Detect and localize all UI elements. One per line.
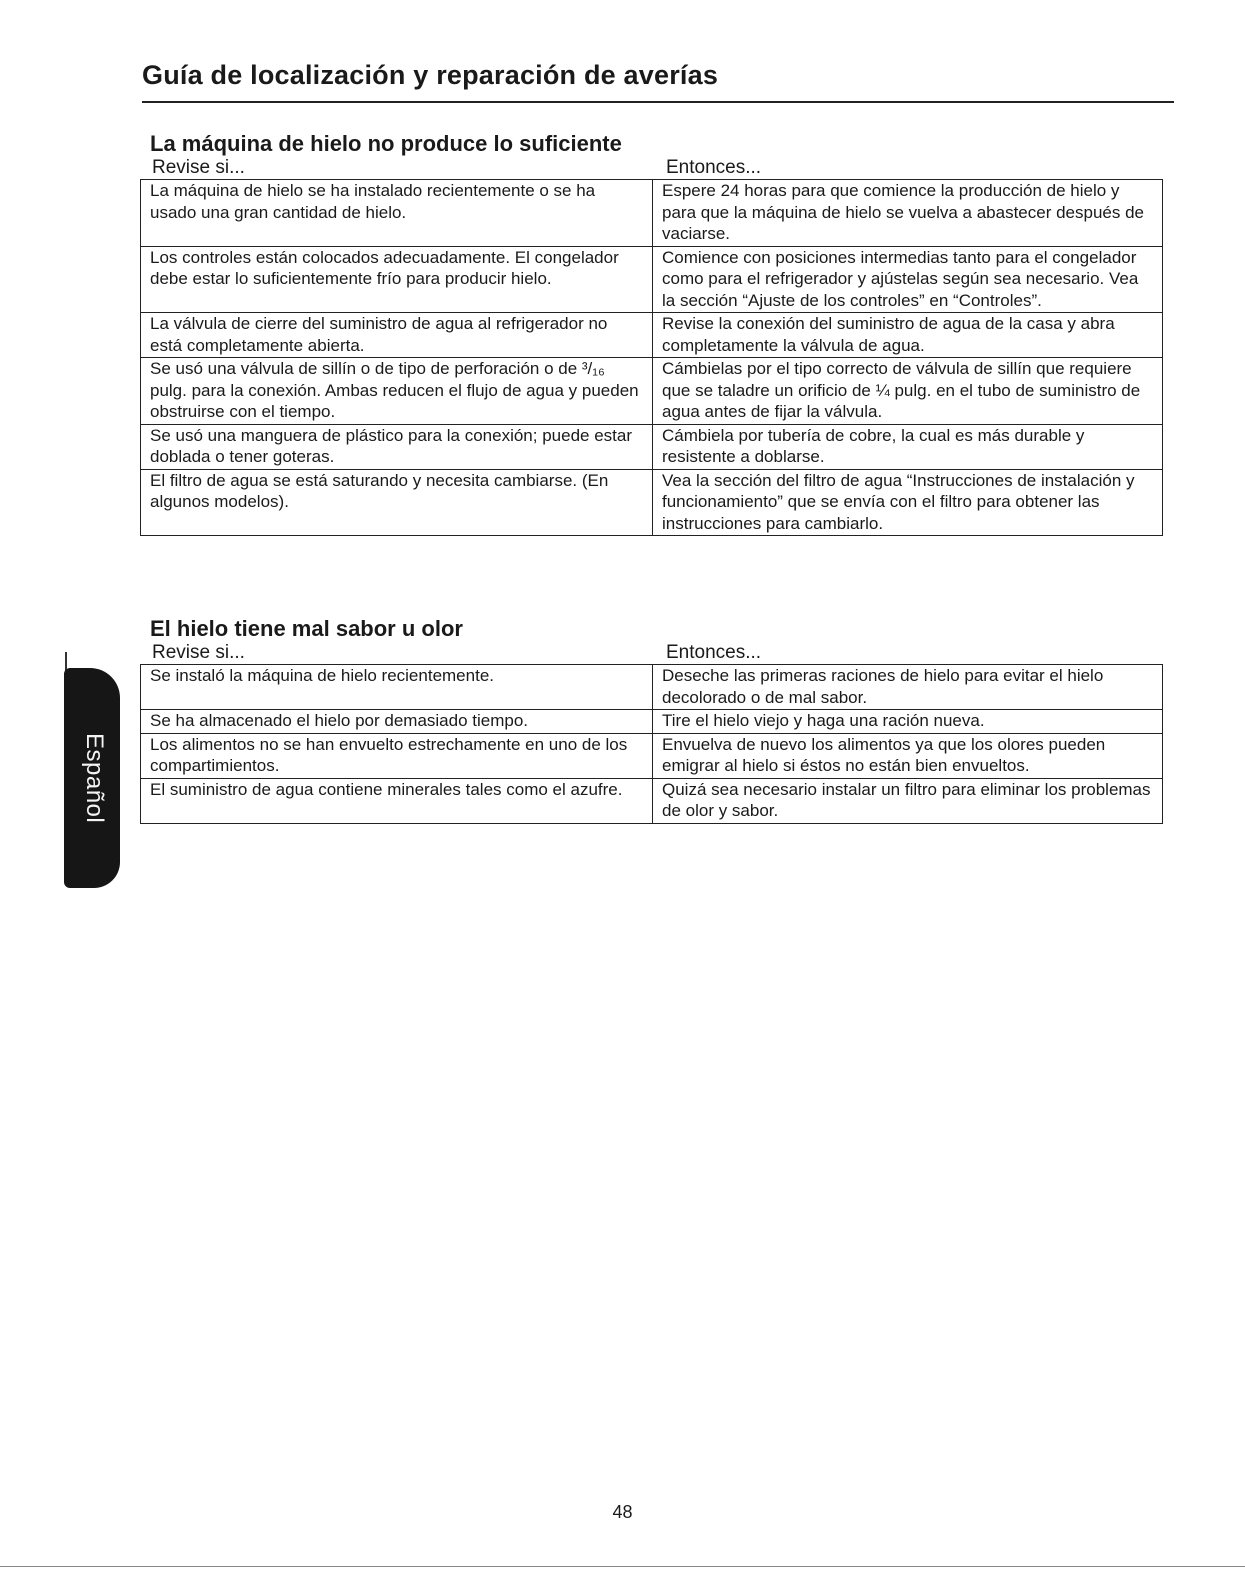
solution-cell: Deseche las primeras raciones de hielo para evitar el hielo decolorado o de mal sabor. <box>653 665 1163 710</box>
troubleshoot-section-ice-taste <box>140 615 1162 824</box>
table-row <box>141 733 1163 778</box>
check-cell: El suministro de agua contiene minerales tales como el azufre. <box>141 778 653 823</box>
table-row <box>141 358 1163 425</box>
solution-cell: Vea la sección del filtro de agua “Instrucciones de instalación y funcionamiento” que se envía con el filtro para obtener las instrucciones para cambiarlo. <box>653 469 1163 536</box>
troubleshoot-table <box>140 179 1163 536</box>
language-side-tab <box>64 668 120 888</box>
section-heading: El hielo tiene mal sabor u olor <box>150 616 463 641</box>
page-number: 48 <box>612 1502 633 1522</box>
solution-cell: Envuelva de nuevo los alimentos ya que los olores pueden emigrar al hielo si éstos no están bien envueltos. <box>653 733 1163 778</box>
column-header-check: Revise si... <box>152 157 245 178</box>
solution-cell: Quizá sea necesario instalar un filtro para eliminar los problemas de olor y sabor. <box>653 778 1163 823</box>
check-cell: Se usó una manguera de plástico para la conexión; puede estar doblada o tener goteras. <box>141 424 653 469</box>
solution-cell: Cámbiela por tubería de cobre, la cual es más durable y resistente a doblarse. <box>653 424 1163 469</box>
check-cell: Los controles están colocados adecuadamente. El congelador debe estar lo suficientemente frío para producir hielo. <box>141 246 653 313</box>
section-heading: La máquina de hielo no produce lo suficiente <box>150 131 622 156</box>
column-header-then: Entonces... <box>666 642 762 663</box>
check-cell: Se ha almacenado el hielo por demasiado tiempo. <box>141 710 653 734</box>
column-header-then: Entonces... <box>666 157 762 178</box>
check-cell: Se usó una válvula de sillín o de tipo de perforación o de ³/₁₆ pulg. para la conexión. Ambas reducen el flujo de agua y pueden obstruirse con el tiempo. <box>141 358 653 425</box>
table-row <box>141 424 1163 469</box>
table-row <box>141 313 1163 358</box>
check-cell: El filtro de agua se está saturando y necesita cambiarse. (En algunos modelos). <box>141 469 653 536</box>
solution-cell: Cámbielas por el tipo correcto de válvula de sillín que requiere que se taladre un orificio de ¼ pulg. en el tubo de suministro de agua antes de fijar la válvula. <box>653 358 1163 425</box>
check-cell: La máquina de hielo se ha instalado recientemente o se ha usado una gran cantidad de hielo. <box>141 180 653 247</box>
table-row <box>141 710 1163 734</box>
table-row <box>141 246 1163 313</box>
title-divider <box>142 101 1174 103</box>
check-cell: Los alimentos no se han envuelto estrechamente en uno de los compartimientos. <box>141 733 653 778</box>
solution-cell: Comience con posiciones intermedias tanto para el congelador como para el refrigerador y ajústelas según sea necesario. Vea la sección “Ajuste de los controles” en “Controles”. <box>653 246 1163 313</box>
page-title: Guía de localización y reparación de averías <box>142 60 719 90</box>
check-cell: Se instaló la máquina de hielo recientemente. <box>141 665 653 710</box>
table-row <box>141 778 1163 823</box>
column-headers <box>140 642 1162 664</box>
troubleshoot-table <box>140 664 1163 824</box>
solution-cell: Espere 24 horas para que comience la producción de hielo y para que la máquina de hielo se vuelva a abastecer después de vaciarse. <box>653 180 1163 247</box>
solution-cell: Tire el hielo viejo y haga una ración nueva. <box>653 710 1163 734</box>
column-headers <box>140 157 1162 179</box>
bottom-divider <box>0 1566 1245 1567</box>
check-cell: La válvula de cierre del suministro de agua al refrigerador no está completamente abierta. <box>141 313 653 358</box>
table-row <box>141 469 1163 536</box>
table-row <box>141 665 1163 710</box>
column-header-check: Revise si... <box>152 642 245 663</box>
troubleshoot-section-ice-production <box>140 130 1162 536</box>
side-tab-label: Español <box>81 732 108 824</box>
solution-cell: Revise la conexión del suministro de agua de la casa y abra completamente la válvula de agua. <box>653 313 1163 358</box>
table-row <box>141 180 1163 247</box>
